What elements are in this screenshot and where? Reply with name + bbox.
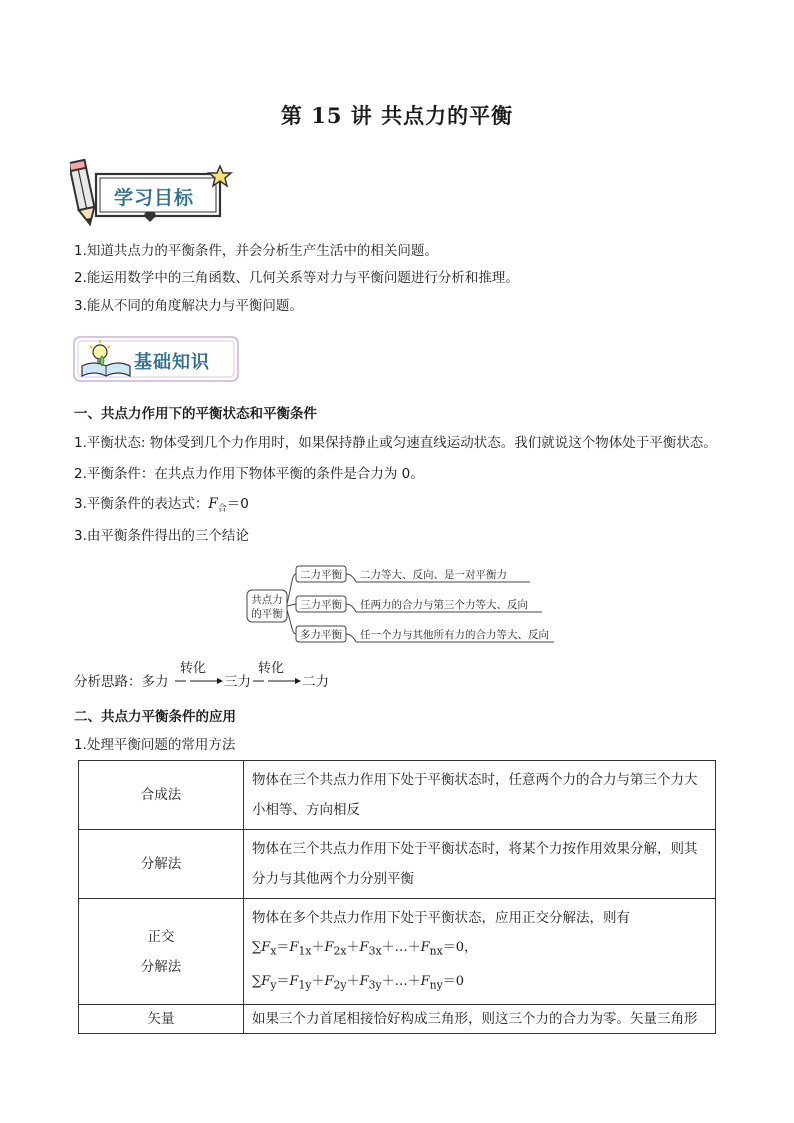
section-1-p3 bbox=[74, 494, 249, 519]
goal-item-1: 1.知道共点力的平衡条件，并会分析生产生活中的相关问题。 bbox=[74, 243, 438, 259]
page-title: 第 15 讲 共点力的平衡 bbox=[280, 103, 514, 128]
learning-goals-banner bbox=[70, 156, 240, 232]
section-1-p1: 1.平衡状态: 物体受到几个力作用时，如果保持静止或匀速直线运动状态。我们就说这个物体处于平衡状态。 bbox=[74, 435, 717, 451]
branch-text-3: 任一个力与其他所有力的合力等大、反向 bbox=[360, 629, 549, 641]
net-subscript: 合 bbox=[217, 504, 227, 514]
section-1-p2: 2.平衡条件：在共点力作用下物体平衡的条件是合力为 0。 bbox=[74, 466, 424, 482]
analysis-approach bbox=[74, 660, 474, 694]
method-name: 合成法 bbox=[79, 761, 244, 830]
method-name: 矢量 bbox=[79, 1005, 244, 1034]
section-2-p1: 1.处理平衡问题的常用方法 bbox=[74, 737, 236, 753]
section-2-heading: 二、共点力平衡条件的应用 bbox=[74, 709, 236, 725]
orthogonal-desc: 物体在多个共点力作用下处于平衡状态，应用正交分解法，则有 bbox=[252, 910, 630, 926]
arrow-label-2: 转化 bbox=[258, 661, 285, 676]
p3-suffix: ＝0 bbox=[226, 496, 249, 512]
method-name: 分解法 bbox=[79, 830, 244, 899]
analysis-prefix: 分析思路：多力 bbox=[74, 674, 169, 690]
equilibrium-conclusions-diagram bbox=[246, 564, 556, 648]
table-row bbox=[79, 830, 716, 899]
diagram-center-line2: 的平衡 bbox=[251, 608, 283, 620]
method-desc: 如果三个力首尾相接恰好构成三角形，则这三个力的合力为零。矢量三角形 bbox=[244, 1005, 716, 1034]
learning-goals-title: 学习目标 bbox=[114, 187, 195, 209]
analysis-end: 二力 bbox=[302, 674, 329, 690]
goal-item-3: 3.能从不同的角度解决力与平衡问题。 bbox=[74, 298, 303, 314]
branch-label-2: 三力平衡 bbox=[300, 599, 342, 611]
section-1-heading: 一、共点力作用下的平衡状态和平衡条件 bbox=[74, 406, 317, 422]
branch-label-1: 二力平衡 bbox=[300, 569, 342, 581]
method-desc bbox=[244, 899, 716, 1005]
equation-y: $\sum F_y=F_{1y}+F_{2y}+F_{3y}+\dots+F_{ny}=0$ bbox=[252, 973, 465, 992]
branch-text-2: 任两力的合力与第三个力等大、反向 bbox=[360, 599, 528, 611]
arrow-label-1: 转化 bbox=[180, 661, 207, 676]
section-1-p4: 3.由平衡条件得出的三个结论 bbox=[74, 528, 249, 544]
basic-knowledge-title: 基础知识 bbox=[134, 352, 210, 373]
method-name bbox=[79, 899, 244, 1005]
table-row bbox=[79, 899, 716, 1005]
branch-text-1: 二力等大、反向、是一对平衡力 bbox=[360, 569, 507, 581]
method-name-line1: 正交 bbox=[147, 928, 175, 945]
basic-knowledge-banner bbox=[72, 334, 240, 386]
table-row bbox=[79, 1005, 716, 1034]
method-name-line2: 分解法 bbox=[140, 958, 182, 975]
p3-prefix: 3.平衡条件的表达式： bbox=[74, 496, 209, 512]
goal-item-2: 2.能运用数学中的三角函数、几何关系等对力与平衡问题进行分析和推理。 bbox=[74, 270, 519, 286]
analysis-middle: 三力 bbox=[224, 674, 251, 690]
force-symbol: F bbox=[208, 496, 218, 512]
method-desc: 物体在三个共点力作用下处于平衡状态时，将某个力按作用效果分解，则其分力与其他两个力分别平衡 bbox=[244, 830, 716, 899]
equation-x: $\sum F_x=F_{1x}+F_{2x}+F_{3x}+\dots+F_{nx}=0$， bbox=[252, 940, 477, 958]
diagram-center-line1: 共点力 bbox=[251, 594, 283, 606]
method-desc: 物体在三个共点力作用下处于平衡状态时，任意两个力的合力与第三个力大小相等、方向相反 bbox=[244, 761, 716, 830]
methods-table bbox=[78, 760, 716, 1034]
branch-label-3: 多力平衡 bbox=[300, 629, 342, 641]
table-row bbox=[79, 761, 716, 830]
